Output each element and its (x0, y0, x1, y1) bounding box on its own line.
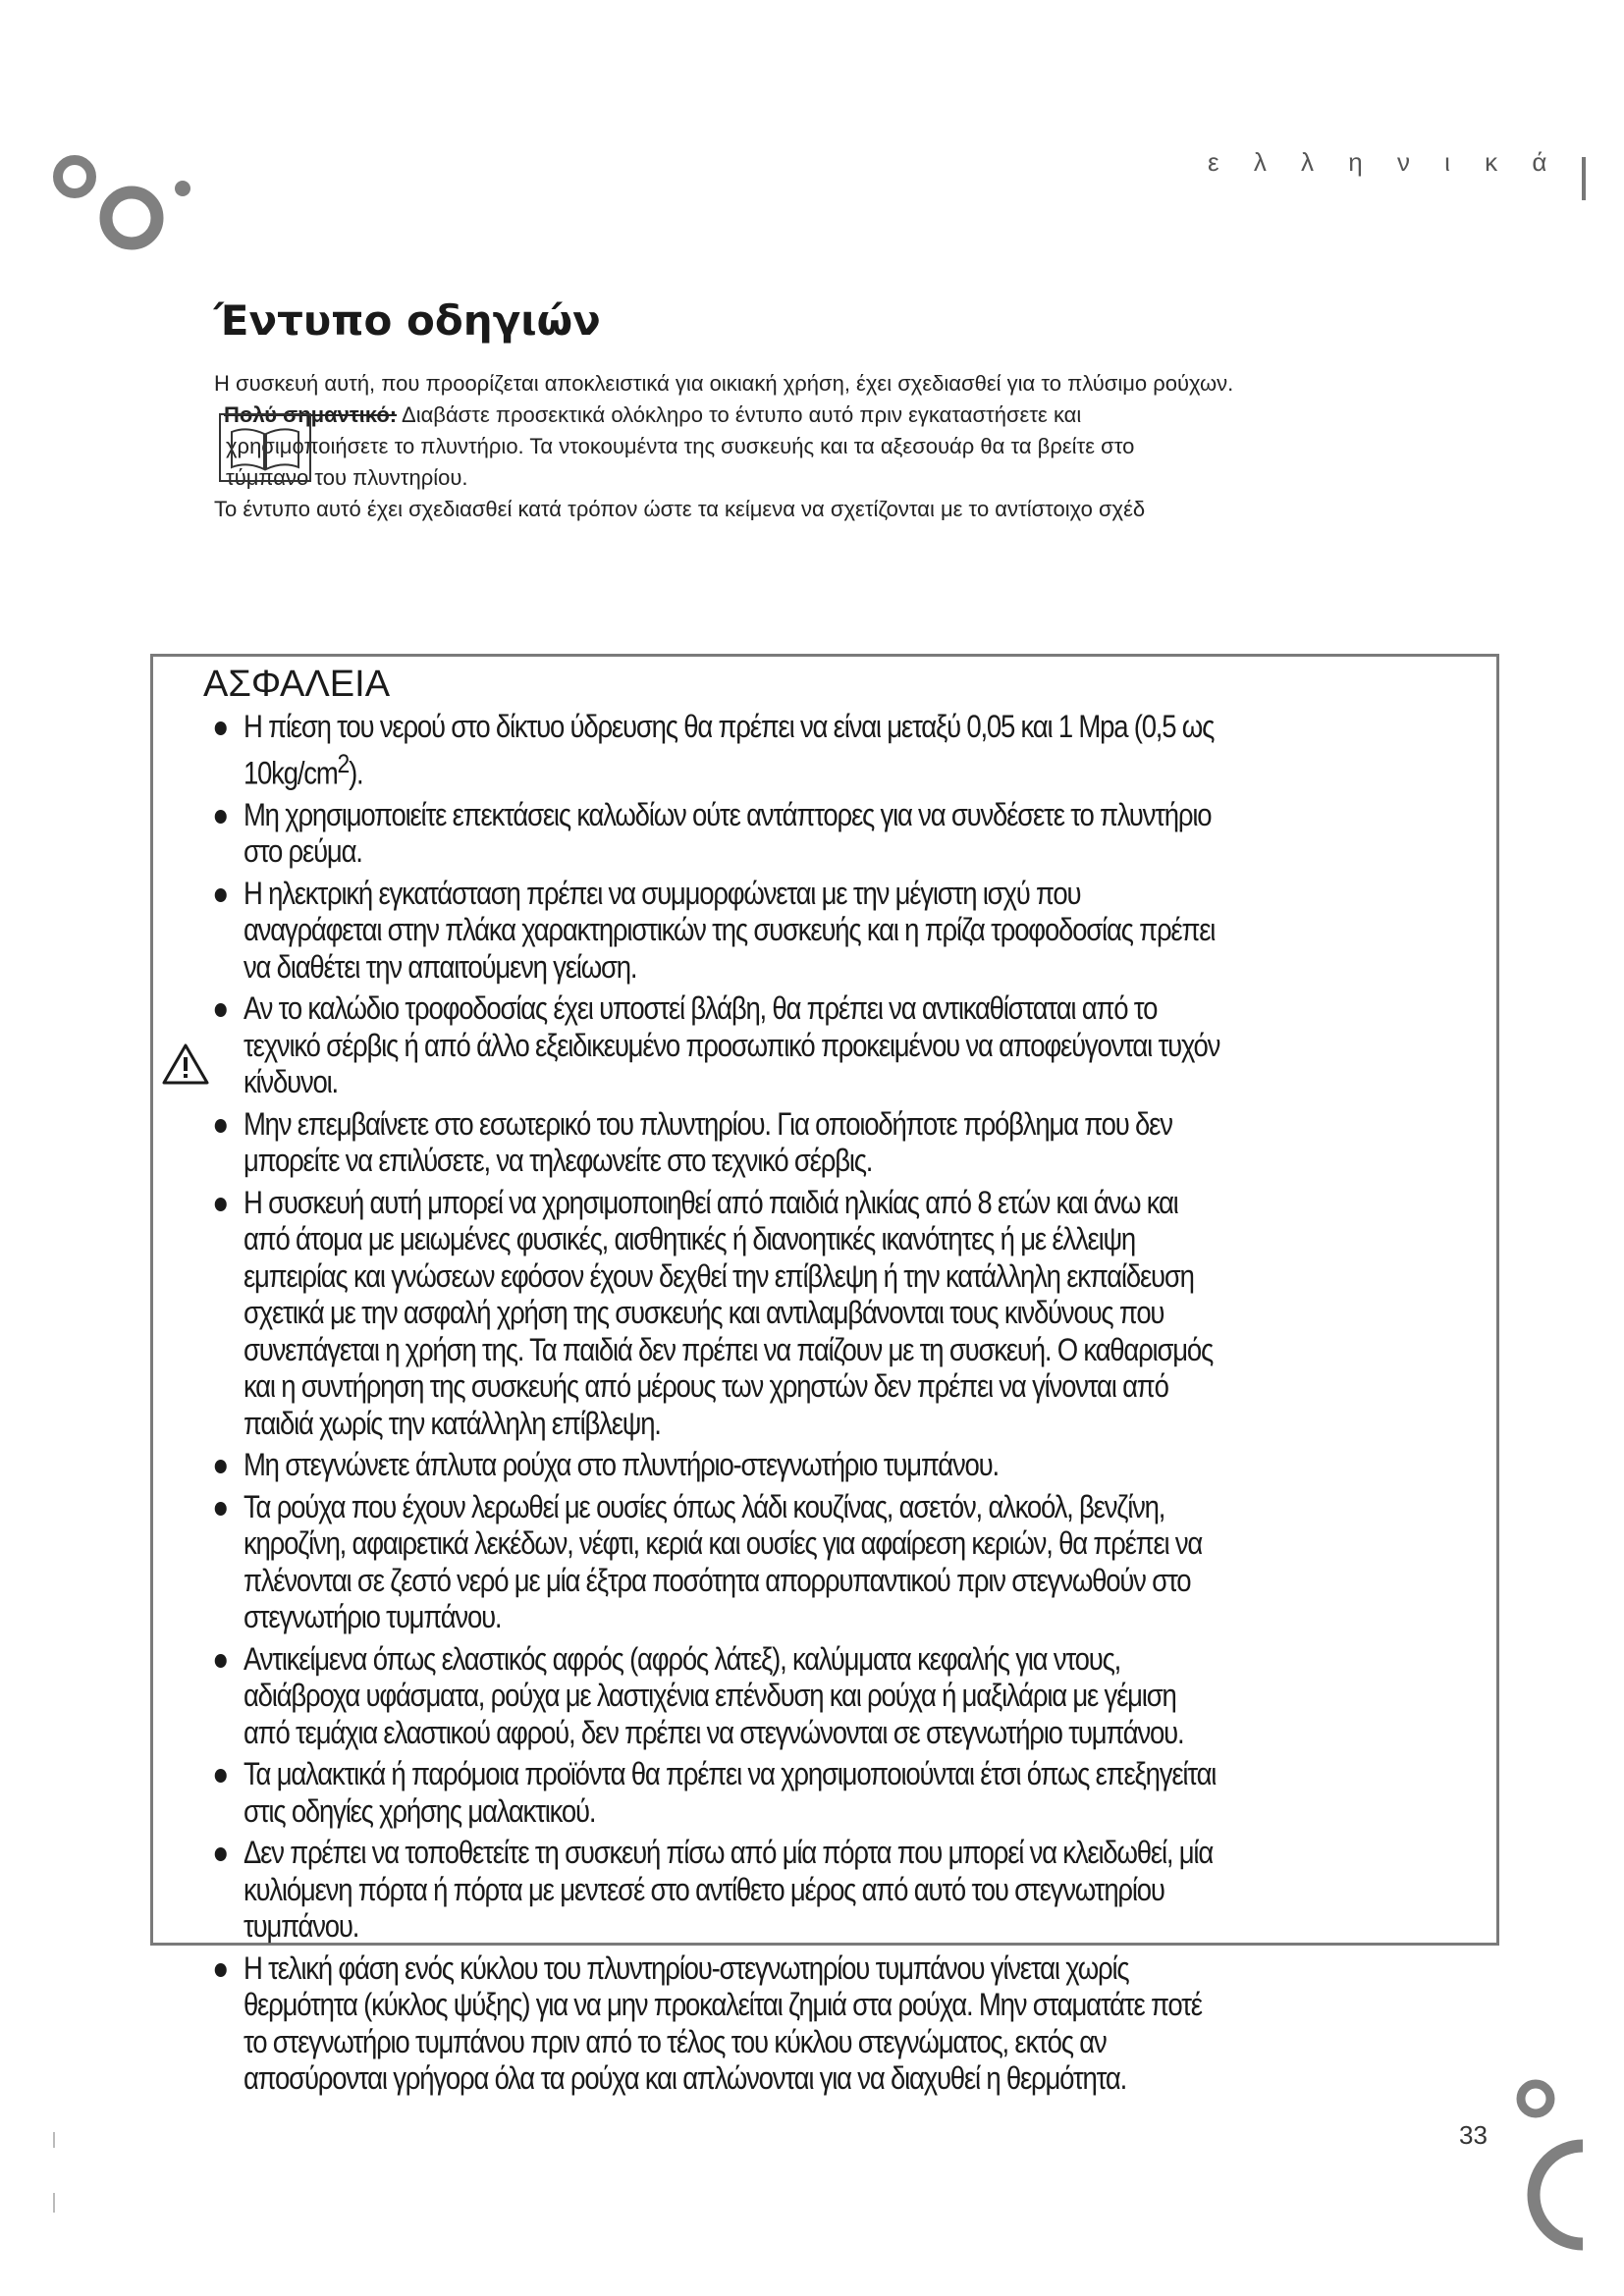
important-text-line1: Διαβάστε προσεκτικά ολόκληρο το έντυπο αυτό πριν εγκαταστήσετε και (402, 402, 1082, 427)
intro-text (214, 368, 1490, 525)
intro-line: Η συσκευή αυτή, που προορίζεται αποκλειστικά για οικιακή χρήση, έχει σχεδιασθεί για το πλύσιμο ρούχων. (214, 371, 1234, 396)
important-text-line2: χρησιμοποιήσετε το πλυντήριο. Τα ντοκουμέντα της συσκευής και τα αξεσουάρ θα τα βρείτε στο (226, 434, 1135, 458)
important-text-line3: τύμπανο του πλυντηρίου. (226, 465, 468, 490)
decorative-circles-logo (39, 137, 245, 275)
page-edge-tick (53, 2193, 55, 2213)
safety-item-damaged-cable: Αν το καλώδιο τροφοδοσίας έχει υποστεί βλάβη, θα πρέπει να αντικαθίσταται από το τεχνικό σέρβις ή από άλλο εξειδικευμένο προσωπικό προκειμένου να αποφεύγονται τυχόν κίνδυνοι. (213, 990, 1223, 1101)
safety-item-cool-down-cycle: Η τελική φάση ενός κύκλου του πλυντηρίου-στεγνωτηρίου τυμπάνου γίνεται χωρίς θερμότητα (κύκλος ψύξης) για να μην προκαλείται ζημιά στα ρούχα. Μην σταματάτε ποτέ το στεγνωτήριο τυμπάνου πριν από το τέλος του κύκλου στεγνώματος, εκτός αν αποσύρονται γρήγορα όλα τα ρούχα και απλώνονται για να διαχυθεί η θερμότητα. (213, 1950, 1223, 2098)
safety-item-door-placement: Δεν πρέπει να τοποθετείτε τη συσκευή πίσω από μία πόρτα που μπορεί να κλειδωθεί, μία κυλιόμενη πόρτα ή πόρτα με μεντεσέ στο αντίθετο μέρος από αυτό του στεγνωτηρίου τυμπάνου. (213, 1835, 1223, 1946)
safety-item-soiled-clothes: Τα ρούχα που έχουν λερωθεί με ουσίες όπως λάδι κουζίνας, ασετόν, αλκοόλ, βενζίνη, κηροζίνη, αφαιρετικά λεκέδων, νέφτι, κεριά και ουσίες για αφαίρεση κεριών, θα πρέπει να πλένονται σε ζεστό νερό με μία έξτρα ποσότητα απορρυπαντικού πριν στεγνωθούν στο στεγνωτήριο τυμπάνου. (213, 1489, 1223, 1636)
safety-item-children-supervision: Η συσκευή αυτή μπορεί να χρησιμοποιηθεί από παιδιά ηλικίας από 8 ετών και άνω και από άτομα με μειωμένες φυσικές, αισθητικές ή διανοητικές ικανότητες ή με έλλειψη εμπειρίας και γνώσεων εφόσον έχουν δεχθεί την επίβλεψη ή την κατάλληλη εκπαίδευση σχετικά με την ασφαλή χρήση της συσκευής και αντιλαμβάνονται τους κινδύνους που συνεπάγεται η χρήση της. Τα παιδιά δεν πρέπει να παίζουν με τη συσκευή. Ο καθαρισμός και η συντήρηση της συσκευής από μέρους των χρηστών δεν πρέπει να γίνονται από παιδιά χωρίς την κατάλληλη επίβλεψη. (213, 1185, 1223, 1443)
safety-item-fabric-softeners: Τα μαλακτικά ή παρόμοια προϊόντα θα πρέπει να χρησιμοποιούνται έτσι όπως επεξηγείται στις οδηγίες χρήσης μαλακτικού. (213, 1756, 1223, 1830)
safety-item-foam-rubber: Αντικείμενα όπως ελαστικός αφρός (αφρός λάτεξ), καλύμματα κεφαλής για ντους, αδιάβροχα υφάσματα, ρούχα με λαστιχένια επένδυση και ρούχα ή μαξιλάρια με γέμιση από τεμάχια ελαστικού αφρού, δεν πρέπει να στεγνώνονται σε στεγνωτήριο τυμπάνου. (213, 1641, 1223, 1752)
safety-title: ΑΣΦΑΛΕΙΑ (203, 664, 391, 705)
decorative-circles-footer (1492, 2061, 1591, 2258)
safety-item-water-pressure-text: Η πίεση του νερού στο δίκτυο ύδρευσης θα πρέπει να είναι μεταξύ 0,05 και 1 Mpa (0,5 ως 10kg/cm (243, 709, 1215, 791)
safety-list (213, 709, 1509, 2103)
safety-item-electrical-installation: Η ηλεκτρική εγκατάσταση πρέπει να συμμορφώνεται με την μέγιστη ισχύ που αναγράφεται στην πλάκα χαρακτηριστικών της συσκευής και η πρίζα τροφοδοσίας πρέπει να διαθέτει την απαιτούμενη γείωση. (213, 876, 1223, 987)
layout-note: Το έντυπο αυτό έχει σχεδιασθεί κατά τρόπον ώστε τα κείμενα να σχετίζονται με το αντίστοιχο σχέδ (214, 497, 1146, 521)
page-edge-tick (53, 2132, 55, 2148)
page-number: 33 (1459, 2120, 1488, 2150)
superscript-2: 2 (337, 748, 350, 778)
safety-item-no-extensions: Μη χρησιμοποιείτε επεκτάσεις καλωδίων ούτε αντάπτορες για να συνδέσετε το πλυντήριο στο ρεύμα. (213, 797, 1223, 871)
warning-icon (161, 1042, 210, 1086)
important-line (214, 400, 1490, 431)
safety-item-water-pressure-end: ). (349, 755, 363, 791)
language-label: ε λ λ η ν ι κ ά (1208, 147, 1561, 177)
document-title: Έντυπο οδηγιών (214, 296, 601, 345)
page-edge-mark (1582, 157, 1586, 200)
safety-item-water-pressure (213, 709, 1223, 792)
book-icon (218, 412, 312, 483)
safety-item-unwashed-clothes: Μη στεγνώνετε άπλυτα ρούχα στο πλυντήριο-στεγνωτήριο τυμπάνου. (213, 1447, 1223, 1484)
safety-item-no-tampering: Μην επεμβαίνετε στο εσωτερικό του πλυντηρίου. Για οποιοδήποτε πρόβλημα που δεν μπορείτε να επιλύσετε, να τηλεφωνείτε στο τεχνικό σέρβις. (213, 1106, 1223, 1180)
important-label: Πολύ σημαντικό: (224, 402, 398, 427)
